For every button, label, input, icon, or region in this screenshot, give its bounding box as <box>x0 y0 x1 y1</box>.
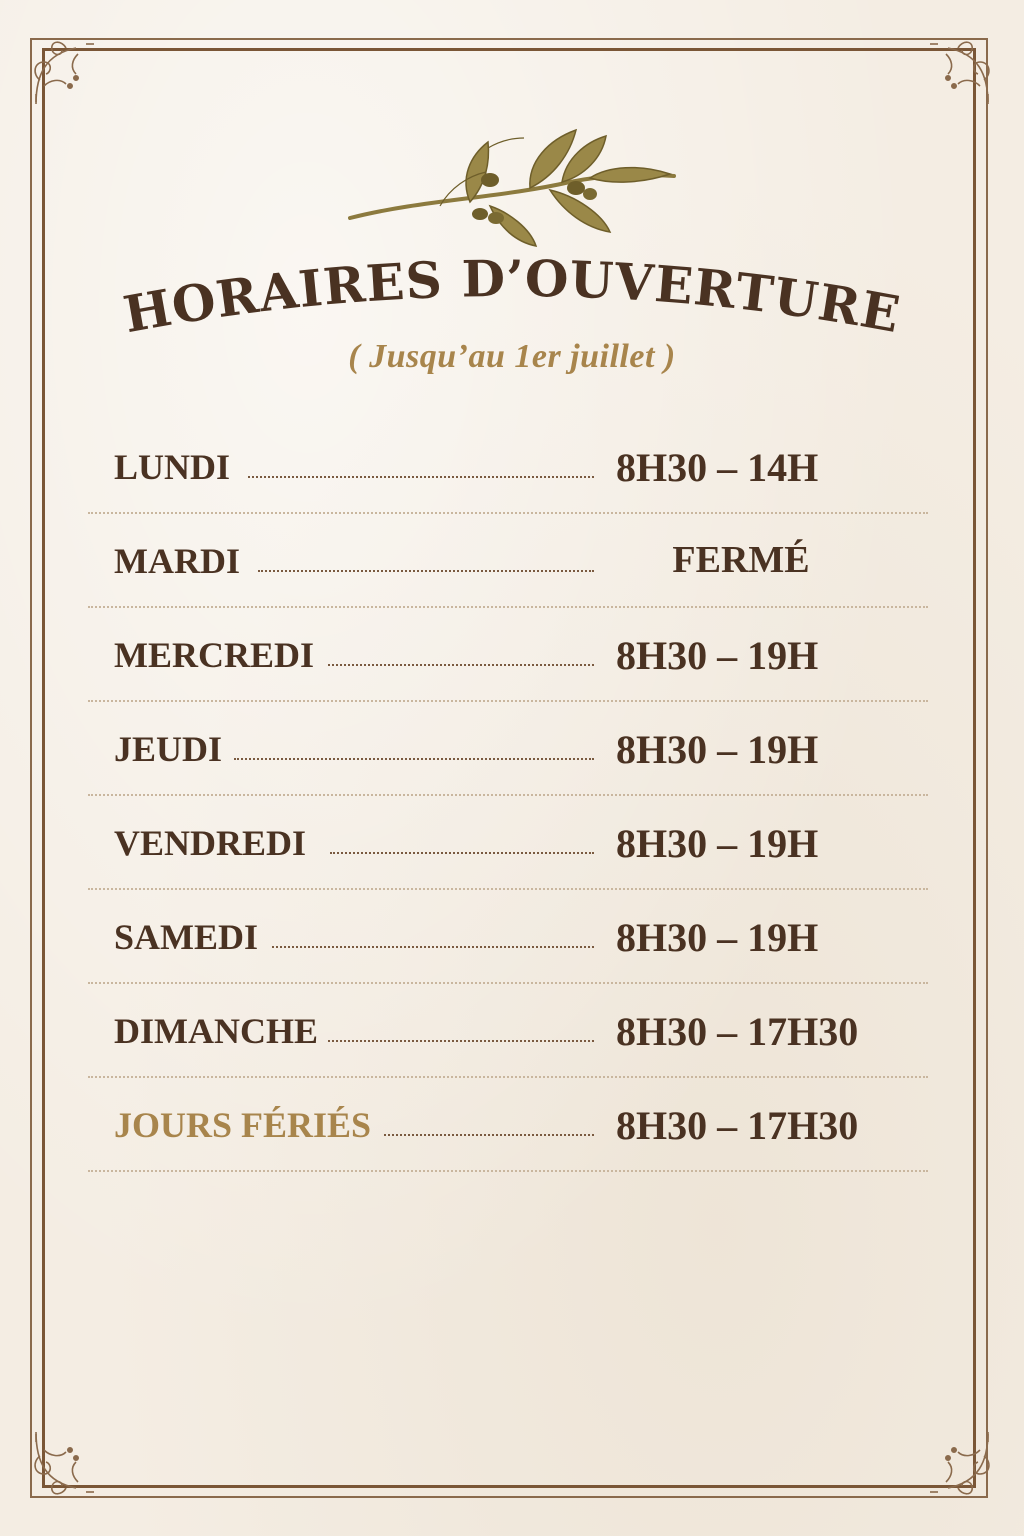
dotted-leader <box>328 1040 594 1042</box>
title-text: HORAIRES D’OUVERTURE <box>119 248 905 345</box>
flourish-corner-icon <box>918 1422 998 1502</box>
day-label: SAMEDI <box>114 917 259 957</box>
schedule-row-jours-feries <box>88 1078 928 1172</box>
schedule-list <box>88 420 928 1172</box>
flourish-corner-icon <box>26 34 106 114</box>
hours-value: 8H30 – 19H <box>616 821 819 866</box>
day-label: VENDREDI <box>114 823 307 863</box>
schedule-row-dimanche <box>88 984 928 1078</box>
day-label: JEUDI <box>114 729 223 769</box>
hours-value: 8H30 – 19H <box>616 915 819 960</box>
dotted-leader <box>248 476 594 478</box>
olive-branch-icon <box>340 118 684 248</box>
schedule-row-jeudi <box>88 702 928 796</box>
hours-value: 8H30 – 17H30 <box>616 1103 859 1148</box>
day-label: JOURS FÉRIÉS <box>114 1105 372 1145</box>
dotted-leader <box>328 664 594 666</box>
dotted-leader <box>330 852 594 854</box>
schedule-row-mercredi <box>88 608 928 702</box>
schedule-row-samedi <box>88 890 928 984</box>
hours-value: 8H30 – 14H <box>616 445 819 490</box>
hours-value: FERMÉ <box>672 539 810 581</box>
schedule-row-vendredi <box>88 796 928 890</box>
hours-value: 8H30 – 19H <box>616 727 819 772</box>
dotted-leader <box>384 1134 594 1136</box>
svg-text:HORAIRES D’OUVERTURE <box>119 249 905 344</box>
dotted-leader <box>272 946 594 948</box>
schedule-row-lundi <box>88 420 928 514</box>
dotted-leader <box>234 758 594 760</box>
subtitle: ( Jusqu’au 1er juillet ) <box>348 338 676 375</box>
day-label: MERCREDI <box>114 635 315 675</box>
day-label: LUNDI <box>114 447 231 487</box>
flourish-corner-icon <box>26 1422 106 1502</box>
schedule-row-mardi <box>88 514 928 608</box>
page-title <box>100 250 924 350</box>
dotted-leader <box>258 570 594 572</box>
day-label: MARDI <box>114 541 240 581</box>
flourish-corner-icon <box>918 34 998 114</box>
hours-value: 8H30 – 19H <box>616 633 819 678</box>
day-label: DIMANCHE <box>114 1011 318 1051</box>
hours-value: 8H30 – 17H30 <box>616 1009 859 1054</box>
